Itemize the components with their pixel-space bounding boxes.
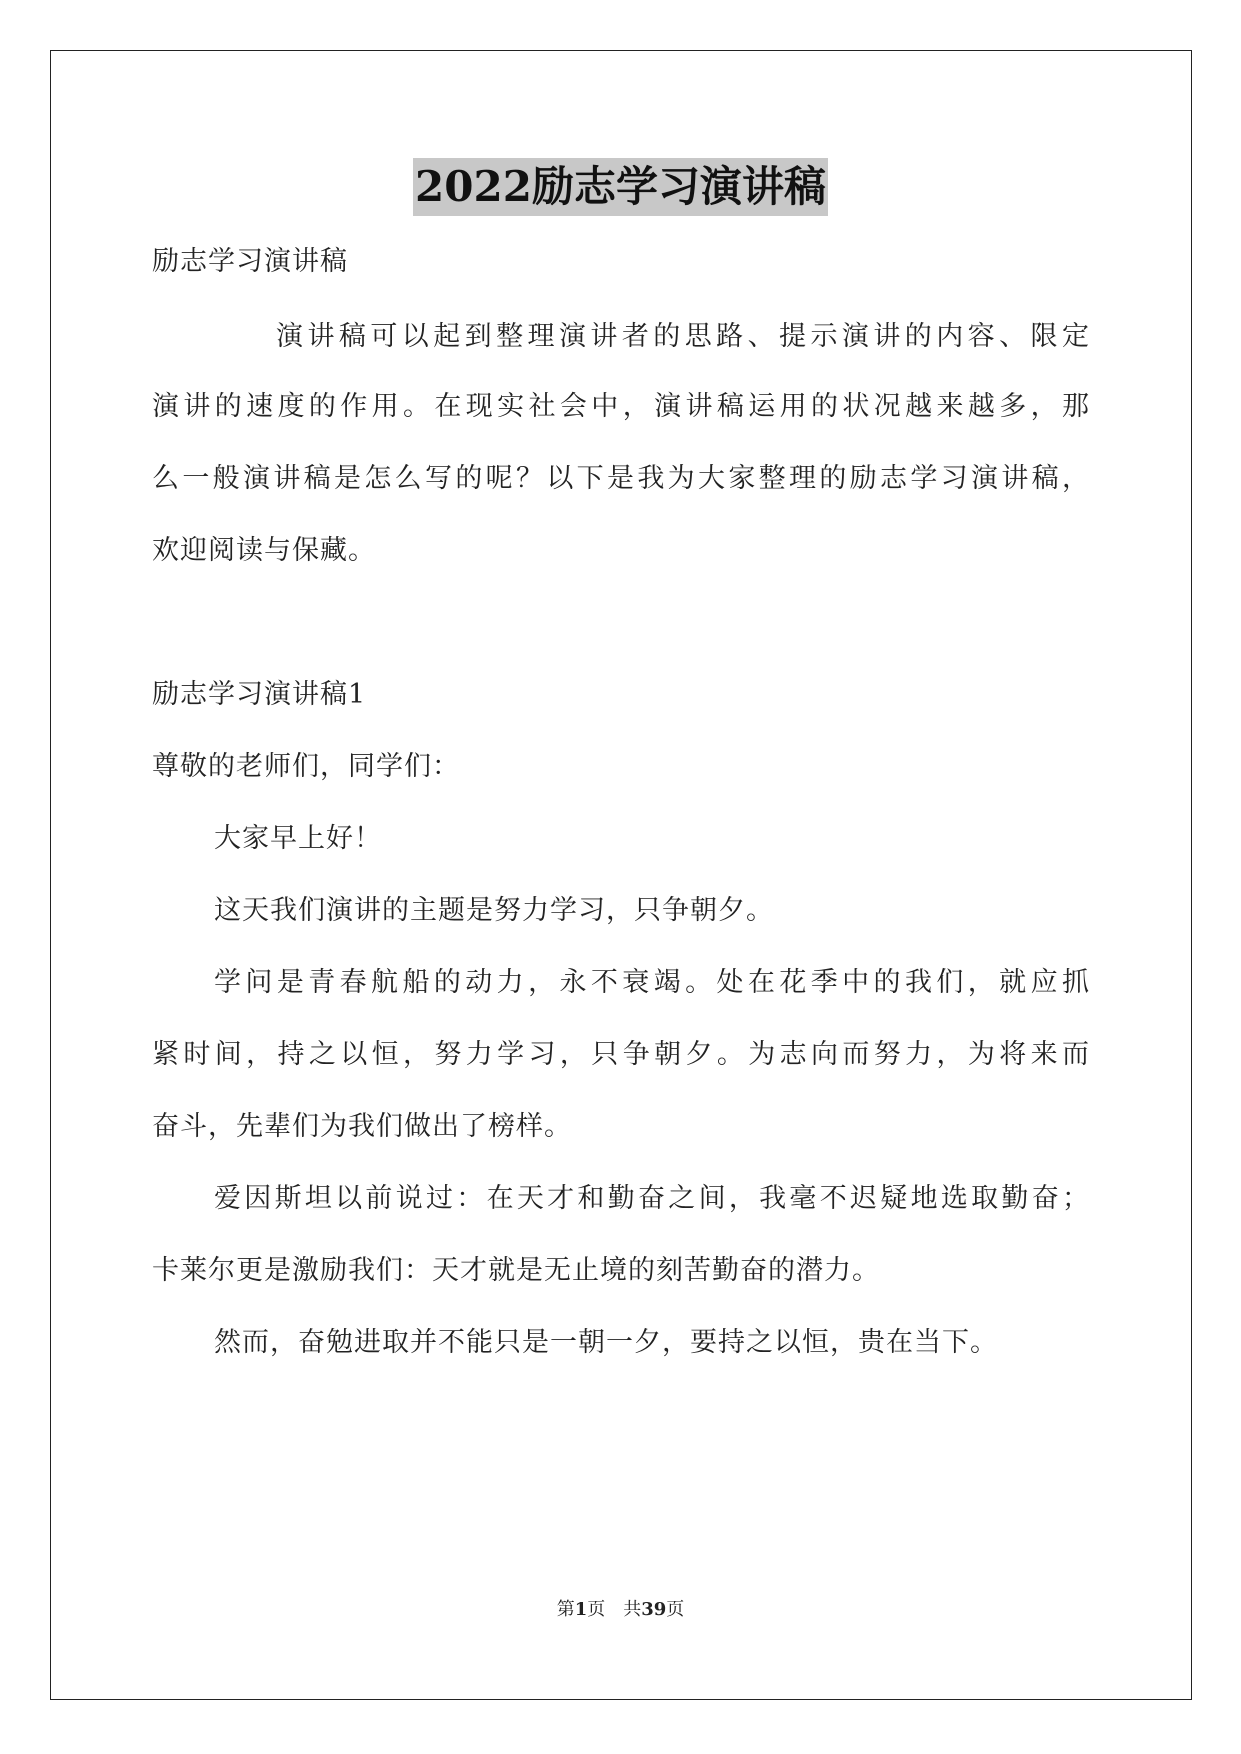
subtitle-line: 励志学习演讲稿 (152, 246, 348, 277)
title-container (0, 158, 1241, 216)
paragraph-line: 学问是青春航船的动力，永不衰竭。处在花季中的我们，就应抓 (214, 967, 1090, 998)
section-heading: 励志学习演讲稿1 (152, 679, 367, 710)
page-border (50, 50, 1192, 1700)
page-suffix: 页 (587, 1599, 606, 1620)
total-prefix: 共 (623, 1599, 642, 1620)
paragraph-line: 这天我们演讲的主题是努力学习，只争朝夕。 (214, 895, 774, 926)
salutation-line: 尊敬的老师们，同学们： (152, 751, 460, 782)
page-number: 1 (574, 1599, 588, 1620)
paragraph-line: 然而，奋勉进取并不能只是一朝一夕，要持之以恒，贵在当下。 (214, 1327, 998, 1358)
paragraph-line: 演讲的速度的作用。在现实社会中，演讲稿运用的状况越来越多，那 (152, 391, 1090, 422)
paragraph-line: 演讲稿可以起到整理演讲者的思路、提示演讲的内容、限定 (276, 321, 1090, 352)
total-pages: 39 (641, 1599, 667, 1620)
paragraph-line: 爱因斯坦以前说过：在天才和勤奋之间，我毫不迟疑地选取勤奋； (214, 1183, 1090, 1214)
document-title: 2022励志学习演讲稿 (413, 158, 828, 216)
paragraph-line: 奋斗，先辈们为我们做出了榜样。 (152, 1111, 572, 1142)
page-footer (0, 1598, 1241, 1622)
paragraph-line: 么一般演讲稿是怎么写的呢？以下是我为大家整理的励志学习演讲稿， (152, 463, 1090, 494)
paragraph-line: 卡莱尔更是激励我们：天才就是无止境的刻苦勤奋的潜力。 (152, 1255, 880, 1286)
page-prefix: 第 (556, 1599, 575, 1620)
paragraph-line: 欢迎阅读与保藏。 (152, 535, 376, 566)
greeting-line: 大家早上好！ (214, 823, 382, 854)
total-suffix: 页 (666, 1599, 685, 1620)
paragraph-line: 紧时间，持之以恒，努力学习，只争朝夕。为志向而努力，为将来而 (152, 1039, 1090, 1070)
